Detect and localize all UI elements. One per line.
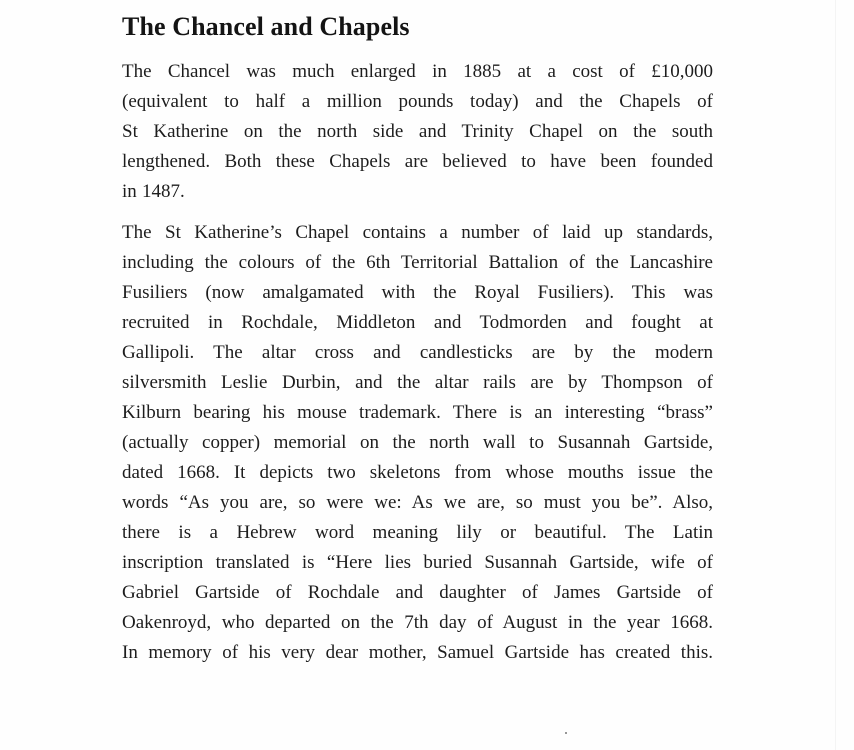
text-line: Gabriel Gartside of Rochdale and daughter of James Gartside of [122,582,713,603]
text-line: in 1487. [122,181,185,202]
text-line: dated 1668. It depicts two skeletons from whose mouths issue the [122,462,713,483]
text-line: silversmith Leslie Durbin, and the altar rails are by Thompson of [122,372,713,393]
page-edge-shadow [835,0,836,750]
text-line: In memory of his very dear mother, Samuel Gartside has created this. [122,642,713,663]
text-line: Gallipoli. The altar cross and candlesticks are by the modern [122,342,713,363]
text-line: inscription translated is “Here lies buried Susannah Gartside, wife of [122,552,713,573]
text-line: (actually copper) memorial on the north wall to Susannah Gartside, [122,432,713,453]
text-line: recruited in Rochdale, Middleton and Todmorden and fought at [122,312,713,333]
paragraph-st-katherine [122,218,713,668]
text-line: Fusiliers (now amalgamated with the Royal Fusiliers). This was [122,282,713,303]
text-line: words “As you are, so were we: As we are, so must you be”. Also, [122,492,713,513]
text-line: (equivalent to half a million pounds today) and the Chapels of [122,91,713,112]
text-line: including the colours of the 6th Territorial Battalion of the Lancashire [122,252,713,273]
text-line: The St Katherine’s Chapel contains a number of laid up standards, [122,222,713,243]
text-line: The Chancel was much enlarged in 1885 at a cost of £10,000 [122,61,713,82]
scan-speck [565,732,567,734]
text-line: Oakenroyd, who departed on the 7th day of August in the year 1668. [122,612,713,633]
text-line: Kilburn bearing his mouse trademark. There is an interesting “brass” [122,402,713,423]
paragraph-chancel [122,57,713,207]
body-text [122,57,713,679]
text-line: lengthened. Both these Chapels are believed to have been founded [122,151,713,172]
text-line: St Katherine on the north side and Trinity Chapel on the south [122,121,713,142]
text-line: there is a Hebrew word meaning lily or beautiful. The Latin [122,522,713,543]
section-heading: The Chancel and Chapels [122,12,410,41]
